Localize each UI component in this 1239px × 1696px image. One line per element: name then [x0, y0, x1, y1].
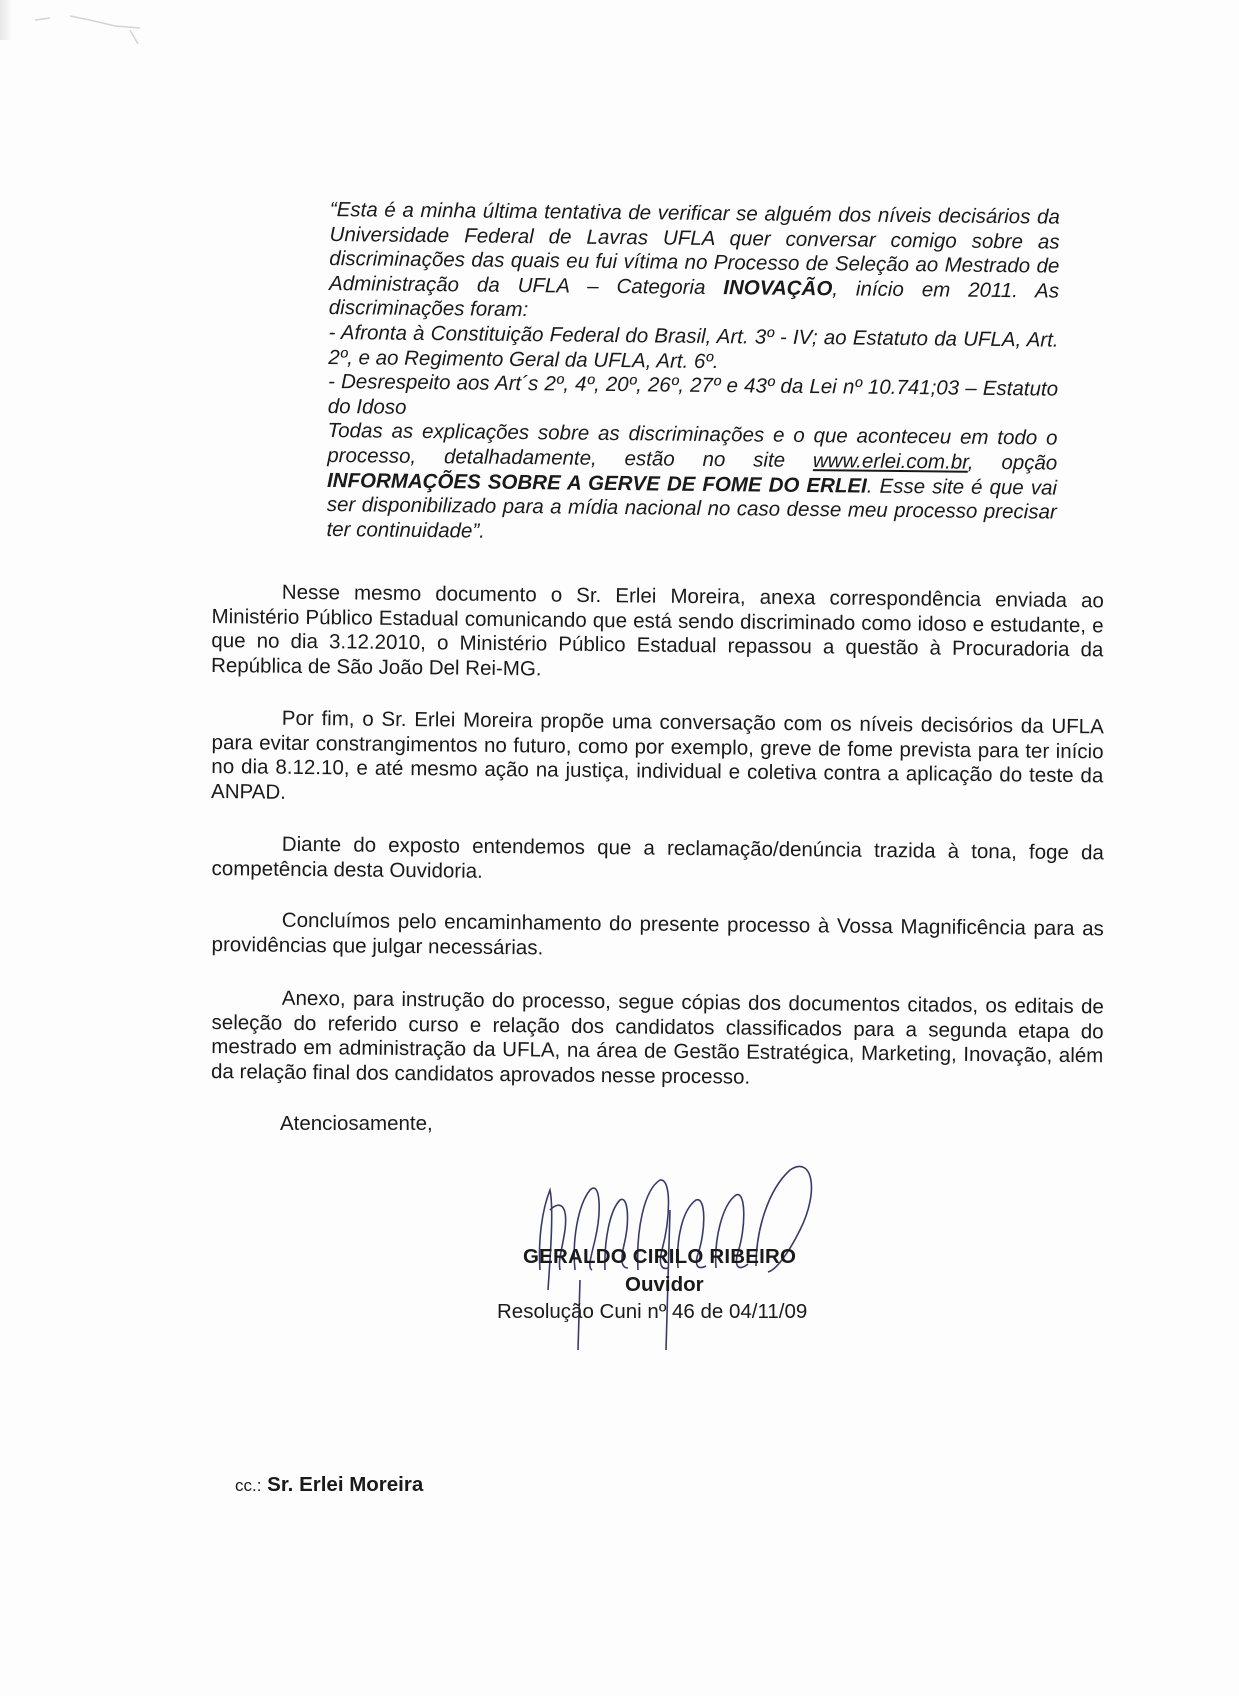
quote-item-2: - Desrespeito aos Art´s 2º, 4º, 20º, 26º, 27º e 43º da Lei nº 10.741;03 – Estatuto do Idoso [327, 370, 1059, 419]
quote-explanations: Todas as explicações sobre as discriminações e o que aconteceu em todo o processo, detalhadamente, estão no site www.erlei.com.br, opção INFORMAÇÕES SOBRE A GERVE DE FOME DO ERLEI. Esse site é que vai ser disponibilizado para a mídia nacional no caso desse meu processo precisar ter continuidade”. [326, 419, 1058, 543]
signatory-role: Ouvidor [625, 1273, 704, 1296]
quote-category-bold: INOVAÇÃO [723, 275, 833, 301]
cc-label: cc.: [235, 1476, 262, 1495]
paragraph-competence: Diante do exposto entendemos que a reclamação/denúncia trazida à tona, foge da competência desta Ouvidoria. [211, 832, 1104, 883]
paragraph-annex: Anexo, para instrução do processo, segue cópias dos documentos citados, os editais de seleção do referido curso e relação dos candidatos classificados para a segunda etapa do mestrado em administração da UFLA, na área de Gestão Estratégica, Marketing, Inovação, além da relação final dos candidatos aprovados nesse processo. [210, 986, 1104, 1089]
signatory-name: GERALDO CIRILO RIBEIRO [523, 1245, 797, 1268]
quote-intro: “Esta é a minha última tentativa de verificar se alguém dos níveis decisários da Universidade Federal de Lavras UFLA quer conversar comigo sobre as discriminações das quais eu fui vítima no Processo de Seleção ao Mestrado de Administração da UFLA – Categoria INOVAÇÃO, início em 2011. As discriminações foram: [328, 198, 1060, 322]
paragraph-conversation-proposal: Por fim, o Sr. Erlei Moreira propõe uma conversação com os níveis decisórios da UFLA para evitar constrangimentos no futuro, como por exemplo, greve de fome prevista para ter início no dia 8.12.10, e até mesmo ação na justiça, individual e coletiva contra a aplicação do teste da ANPAD. [210, 706, 1104, 804]
quoted-statement [326, 198, 1060, 550]
signatory-resolution: Resolução Cuni nº 46 de 04/11/09 [497, 1300, 808, 1323]
scan-edge-shadow [0, 0, 12, 40]
quote-item-1: - Afronta à Constituição Federal do Brasil, Art. 3º - IV; ao Estatuto da UFLA, Art. 2º, e ao Regimento Geral da UFLA, Art. 6º. [328, 320, 1059, 373]
carbon-copy-line [235, 1473, 423, 1497]
quote-option-bold: INFORMAÇÕES SOBRE A GERVE DE FOME DO ERLEI [326, 468, 867, 498]
cc-recipient: Sr. Erlei Moreira [267, 1473, 424, 1496]
site-link[interactable]: www.erlei.com.br [812, 449, 968, 474]
paragraph-conclusion: Concluímos pelo encaminhamento do presente processo à Vossa Magnificência para as providências que julgar necessárias. [211, 908, 1104, 960]
closing-salutation: Atenciosamente, [280, 1112, 433, 1135]
scan-corner-mark [30, 8, 150, 48]
paragraph-document-attachment: Nesse mesmo documento o Sr. Erlei Moreira, anexa correspondência enviada ao Ministério Público Estadual comunicando que está sendo discriminado como idoso e estudante, e que no dia 3.12.2010, o Ministério Público Estadual repassou a questão à Procuradoria da República de São João Del Rei-MG. [210, 580, 1104, 681]
